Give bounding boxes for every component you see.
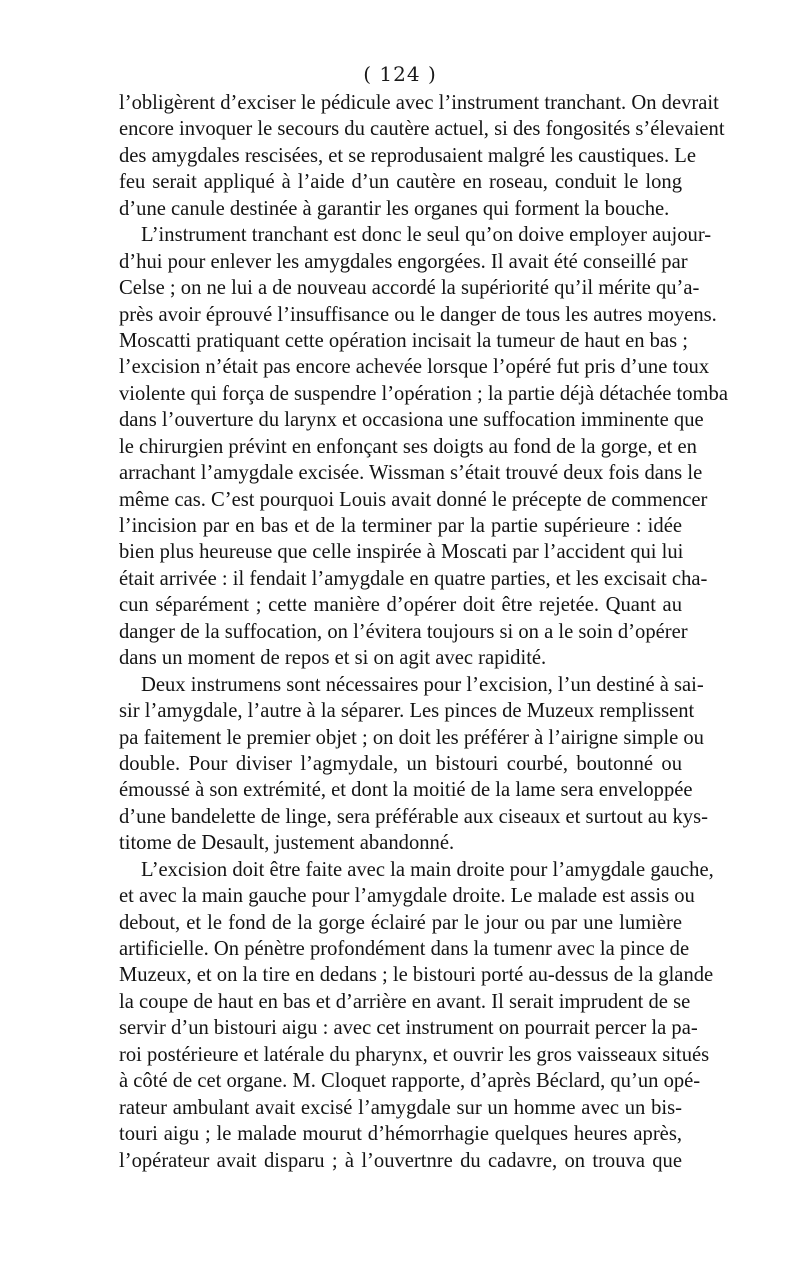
text-line: l’obligèrent d’exciser le pédicule avec l’instrument tranchant. On devrait: [119, 92, 719, 114]
text-line: Muzeux, et on la tire en dedans ; le bistouri porté au-dessus de la glande: [119, 964, 714, 987]
text-line: sir l’amygdale, l’autre à la séparer. Les pinces de Muzeux remplissent: [119, 700, 695, 723]
text-line: Moscatti pratiquant cette opération incisait la tumeur de haut en bas ;: [119, 329, 689, 352]
text-line: le chirurgien prévint en enfonçant ses doigts au fond de la gorge, et en: [119, 435, 697, 458]
text-line: dans l’ouverture du larynx et occasiona une suffocation imminente que: [119, 409, 704, 432]
text-line: près avoir éprouvé l’insuffisance ou le danger de tous les autres moyens.: [119, 303, 717, 326]
paragraph: [119, 90, 725, 222]
text-line: encore invoquer le secours du cautère actuel, si des fongosités s’élevaient: [119, 118, 725, 141]
text-line: Celse ; on ne lui a de nouveau accordé la supériorité qu’il mérite qu’a-: [119, 277, 700, 300]
text-line: d’hui pour enlever les amygdales engorgées. Il avait été conseillé par: [119, 250, 688, 273]
text-line: violente qui força de suspendre l’opération ; la partie déjà détachée tomba: [119, 382, 728, 405]
text-line: d’une canule destinée à garantir les organes qui forment la bouche.: [119, 197, 670, 220]
text-line: arrachant l’amygdale excisée. Wissman s’était trouvé deux fois dans le: [119, 462, 703, 485]
text-line: debout, et le fond de la gorge éclairé par le jour ou par une lumière: [119, 911, 682, 934]
text-line: l’opérateur avait disparu ; à l’ouvertnre du cadavre, on trouva que: [119, 1149, 682, 1172]
text-line: cun séparément ; cette manière d’opérer doit être rejetée. Quant au: [119, 594, 682, 617]
text-line: L’excision doit être faite avec la main droite pour l’amygdale gauche,: [141, 858, 714, 881]
paragraph: [119, 857, 714, 1174]
text-line: servir d’un bistouri aigu : avec cet instrument on pourrait percer la pa-: [119, 1017, 698, 1040]
text-line: touri aigu ; le malade mourut d’hémorrhagie quelques heures après,: [119, 1123, 682, 1146]
text-line: et avec la main gauche pour l’amygdale droite. Le malade est assis ou: [119, 885, 695, 908]
body-text: [119, 90, 728, 1174]
paragraph: [119, 222, 728, 671]
text-line: d’une bandelette de linge, sera préférable aux ciseaux et surtout au kys-: [119, 805, 708, 828]
text-line: Deux instrumens sont nécessaires pour l’excision, l’un destiné à sai-: [141, 673, 704, 696]
text-line: artificielle. On pénètre profondément dans la tumenr avec la pince de: [119, 938, 690, 960]
text-line: des amygdales rescisées, et se reprodusaient malgré les caustiques. Le: [119, 144, 696, 167]
text-line: L’instrument tranchant est donc le seul qu’on doive employer aujour-: [141, 224, 712, 247]
text-line: double. Pour diviser l’agmydale, un bistouri courbé, boutonné ou: [119, 752, 682, 775]
text-line: rateur ambulant avait excisé l’amygdale sur un homme avec un bis-: [119, 1096, 682, 1119]
text-line: danger de la suffocation, on l’évitera toujours si on a le soin d’opérer: [119, 620, 688, 643]
text-line: feu serait appliqué à l’aide d’un cautère en roseau, conduit le long: [119, 171, 682, 194]
paragraph: [119, 672, 708, 857]
text-line: l’incision par en bas et de la terminer par la partie supérieure : idée: [119, 515, 682, 537]
text-line: à côté de cet organe. M. Cloquet rapporte, d’après Béclard, qu’un opé-: [119, 1070, 701, 1093]
text-line: émoussé à son extrémité, et dont la moitié de la lame sera enveloppée: [119, 779, 693, 802]
text-line: dans un moment de repos et si on agit avec rapidité.: [119, 647, 547, 670]
text-line: bien plus heureuse que celle inspirée à Moscati par l’accident qui lui: [119, 541, 684, 564]
text-line: titome de Desault, justement abandonné.: [119, 832, 455, 855]
text-line: roi postérieure et latérale du pharynx, et ouvrir les gros vaisseaux situés: [119, 1043, 710, 1066]
text-line: même cas. C’est pourquoi Louis avait donné le précepte de commencer: [119, 488, 708, 511]
page-number: ( 124 ): [363, 62, 437, 86]
text-line: la coupe de haut en bas et d’arrière en avant. Il serait imprudent de se: [119, 990, 691, 1013]
text-line: était arrivée : il fendait l’amygdale en quatre parties, et les excisait cha-: [119, 567, 708, 590]
text-line: pa faitement le premier objet ; on doit les préférer à l’airigne simple ou: [119, 726, 704, 749]
text-line: l’excision n’était pas encore achevée lorsque l’opéré fut pris d’une toux: [119, 356, 710, 379]
